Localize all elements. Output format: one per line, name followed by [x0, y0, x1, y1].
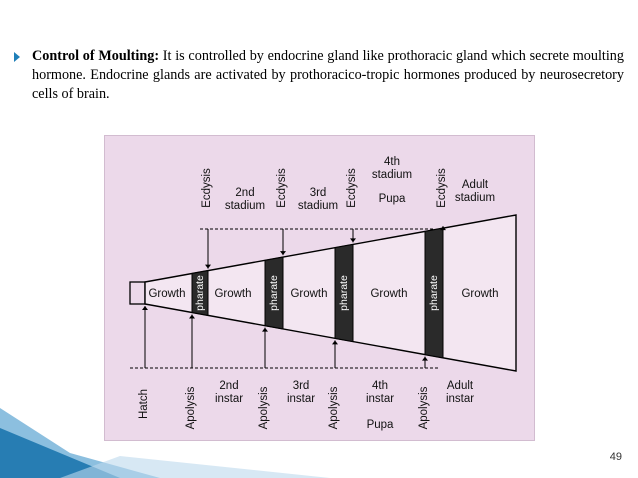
stadium-4-label: 4th: [384, 156, 400, 168]
page-number: 49: [609, 451, 622, 463]
ecdysis-label: Ecdysis: [436, 168, 448, 208]
ecdysis-arrow-head: [280, 251, 286, 255]
apolysis-arrow-head: [262, 328, 268, 332]
ecdysis-arrow-head: [350, 238, 356, 242]
stadium-2-label: 2nd: [235, 187, 255, 199]
ecdysis-label: Ecdysis: [201, 168, 213, 208]
bullet-paragraph: [14, 47, 624, 104]
instar-3-label: instar: [286, 393, 316, 405]
hatch-label: Hatch: [138, 388, 150, 420]
pharate-label: pharate: [427, 275, 440, 311]
pupa-bottom-label: Pupa: [366, 419, 394, 431]
moulting-diagram: [104, 135, 535, 441]
pharate-label: pharate: [193, 275, 206, 311]
stadium-3-label: stadium: [297, 200, 339, 212]
apolysis-label: Apolysis: [258, 386, 270, 430]
adult-stadium-label: Adult: [461, 179, 489, 191]
stadium-2-label: stadium: [224, 200, 266, 212]
hatch-box: [130, 282, 145, 304]
growth-label: Growth: [290, 288, 328, 300]
stadium-4-label: stadium: [371, 169, 413, 181]
growth-label: Growth: [461, 288, 499, 300]
apolysis-label: Apolysis: [328, 386, 340, 430]
ecdysis-label: Ecdysis: [346, 168, 358, 208]
pharate-label: pharate: [337, 275, 350, 311]
apolysis-label: Apolysis: [418, 386, 430, 430]
instar-2-label: 2nd: [219, 380, 239, 392]
moulting-diagram-svg: [105, 136, 534, 440]
apolysis-label: Apolysis: [185, 386, 197, 430]
adult-stadium-label: stadium: [454, 192, 496, 204]
ecdysis-arrow-head: [205, 265, 211, 269]
instar-3-label: 3rd: [292, 380, 310, 392]
growth-label: Growth: [148, 288, 186, 300]
pupa-top-label: Pupa: [378, 193, 406, 205]
bullet-arrow-icon: [14, 52, 20, 62]
stadium-3-label: 3rd: [309, 187, 327, 199]
growth-label: Growth: [370, 288, 408, 300]
instar-4-label: 4th: [372, 380, 388, 392]
adult-instar-label: instar: [445, 393, 475, 405]
instar-2-label: instar: [214, 393, 244, 405]
growth-label: Growth: [214, 288, 252, 300]
hatch-arrow-head: [142, 306, 148, 310]
paragraph-heading: Control of Moulting:: [32, 48, 160, 64]
apolysis-arrow-head: [189, 314, 195, 318]
ecdysis-label: Ecdysis: [276, 168, 288, 208]
paragraph-body: It is controlled by endocrine gland like prothoracic gland which secrete moulting hormone. Endocrine glands are activated by prothoracico-tropic hormones produced by neurosecretory cells of brain.: [32, 48, 624, 102]
adult-instar-label: Adult: [446, 380, 474, 392]
apolysis-arrow-head: [422, 357, 428, 361]
apolysis-arrow-head: [332, 340, 338, 344]
instar-4-label: instar: [365, 393, 395, 405]
corner-decoration: [0, 408, 330, 478]
pharate-label: pharate: [267, 275, 280, 311]
paragraph-text: [32, 47, 624, 104]
